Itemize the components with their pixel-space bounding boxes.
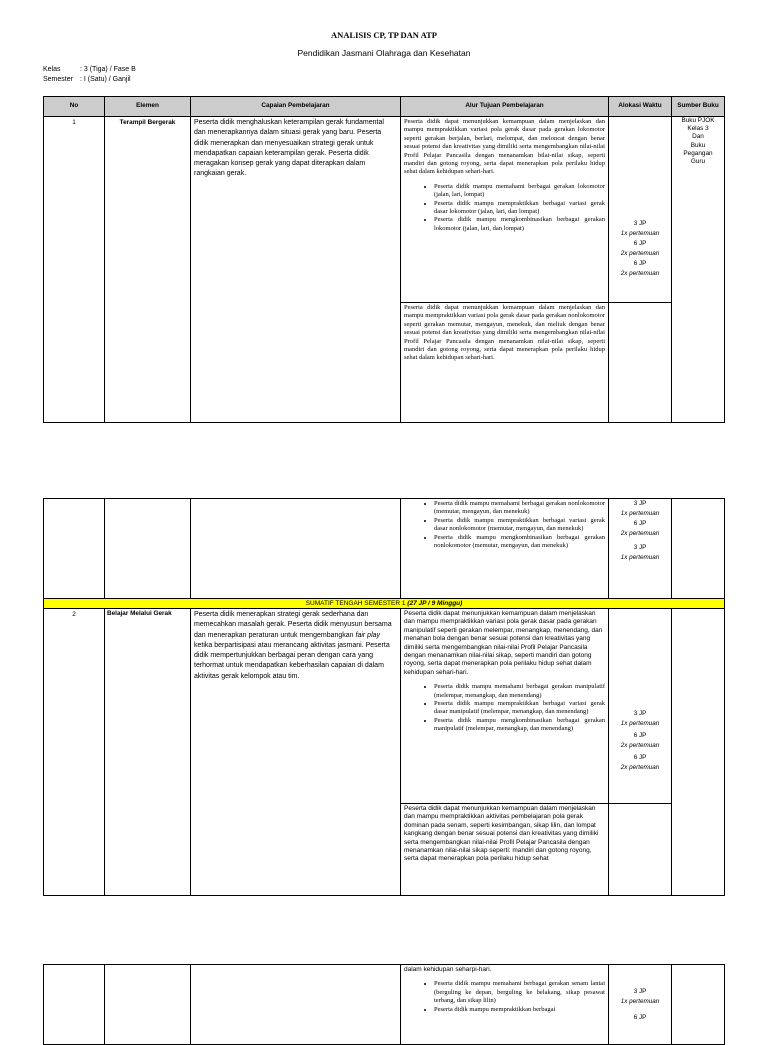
capaian-text: Peserta didik menerapkan strategi gerak sederhana dan memecahkan masalah gerak. Peserta didik menyusun bersama dan menerapkan peraturan untuk mengembangkan xyxy=(194,611,392,639)
row-alur-tujuan xyxy=(401,499,609,599)
row-alur-tujuan xyxy=(401,965,609,1045)
analysis-table-2 xyxy=(43,498,725,896)
row-alur-tujuan: Peserta didik dapat menunjukkan kemampuan dalam menjelaskan dan mampu mempraktikkan variasi pola gerak dasar pada gerakan nonlokomotor seperti gerakan memutar, mengayun, menekuk, dan meliuk dengan benar sesuai potensi dan kreativitas yang dimiliki serta mengembangkan nilai-nilai Profil Pelajar Pancasila dengan menanamkan nilai-nilai sikap, seperti mandiri dan gotong royong, serta dapat menerapkan pola perilaku hidup sehat dalam kehidupan sehari-hari. xyxy=(401,303,609,423)
sumatif-detail: (27 JP / 9 Minggu) xyxy=(407,600,463,607)
sumber-line: Kelas 3 xyxy=(687,125,709,133)
list-item: • Peserta didik mampu mempraktikkan berbagai xyxy=(434,1006,605,1014)
row-elemen: Belajar Melalui Gerak xyxy=(105,609,191,896)
header-alokasi: Alokasi Waktu xyxy=(609,97,672,117)
table-row xyxy=(44,609,725,804)
list-item: • Peserta didik mampu memahami berbagai gerakan lokomotor (jalan, lari, lompat) xyxy=(434,183,605,200)
capaian-italic: fair play xyxy=(355,631,381,639)
sumber-line: Buku xyxy=(690,141,706,149)
list-item: • Peserta didik mampu mempraktikkan berbagai variasi gerak dasar lokomotor (jalan, lari, dan lompat) xyxy=(434,200,605,217)
header-no: No xyxy=(44,97,105,117)
row-alur-tujuan xyxy=(401,609,609,804)
sumatif-row xyxy=(44,599,725,609)
alokasi-jp: 6 JP xyxy=(633,1014,647,1021)
row-alokasi xyxy=(609,303,672,423)
table-row xyxy=(44,117,725,303)
atp-list xyxy=(404,683,605,733)
alokasi-jp: 3 JP xyxy=(633,500,647,507)
alokasi-pertemuan: 1x pertemuan xyxy=(620,230,660,237)
row-number: 1 xyxy=(44,117,105,423)
atp-description: Peserta didik dapat menunjukkan kemampuan dalam menjelaskan dan mampu mempraktikkan variasi pola gerak dasar pada gerakan manipulatif seperti gerakan melempar, menangkap, menendang, dan menahan bola dengan benar sesuai potensi dan kreativitas yang dimiliki serta mengembangkan nilai-nilai Profil Pelajar Pancasila dengan menanamkan nilai-nilai sikap, seperti mandiri dan gotong royong, serta dapat menerapkan pola perilaku hidup sehat dalam kehidupan sehari-hari. xyxy=(404,610,603,676)
row-number: 2 xyxy=(44,609,105,896)
alokasi-pertemuan: 1x pertemuan xyxy=(620,720,660,727)
header-sumber: Sumber Buku xyxy=(672,97,725,117)
row-capaian xyxy=(191,609,401,896)
atp-description: Peserta didik dapat menunjukkan kemampuan dalam menjelaskan dan mampu mempraktikkan variasi pola gerak dasar pada gerakan lokomotor seperti gerakan berjalan, berlari, melompat, dan meloncat dengan benar sesuai potensi dan kreativitas yang dimiliki serta mengembangkan nilai-nilai Profil Pelajar Pancasila dengan menanamkan bilai-nilai sikap, seperti mandiri dan gotong royong, serta dapat menerapkan pola perilaku hidup sehat dalam kehidupan sehari-hari. xyxy=(404,118,605,176)
list-item: • Peserta didik mampu mempraktikkan berbagai variasi gerak dasar nonlokomotor (memutar, mengayun, dan menekuk) xyxy=(434,517,605,534)
header-capaian: Capaian Pembelajaran xyxy=(191,97,401,117)
alokasi-jp: 3 JP xyxy=(633,544,647,551)
alokasi-pertemuan: 2x pertemuan xyxy=(620,250,660,257)
analysis-table-1 xyxy=(43,96,725,423)
alokasi-jp: 6 JP xyxy=(633,732,647,739)
table-row xyxy=(44,499,725,599)
row-elemen: Terampil Bergerak xyxy=(105,117,191,423)
row-capaian xyxy=(191,499,401,599)
row-sumber xyxy=(672,965,725,1045)
alokasi-jp: 3 JP xyxy=(633,988,647,995)
alokasi-jp: 3 JP xyxy=(633,710,647,717)
row-alokasi xyxy=(609,499,672,599)
row-capaian: Peserta didik menghaluskan keterampilan gerak fundamental dan menerapkannya dalam situasi gerak yang baru. Peserta didik menerapkan dan menyesuaikan strategi gerak untuk mendapatkan capaian keterampilan gerak. Peserta didik meragakan konsep gerak yang dapat diterapkan dalam rangkaian gerak. xyxy=(191,117,401,423)
alokasi-pertemuan: 2x pertemuan xyxy=(620,270,660,277)
alokasi-pertemuan: 1x pertemuan xyxy=(620,998,660,1005)
row-sumber xyxy=(672,117,725,423)
row-alokasi xyxy=(609,965,672,1045)
alokasi-jp: 6 JP xyxy=(633,260,647,267)
meta-kelas-label: Kelas xyxy=(43,66,61,73)
row-alokasi xyxy=(609,804,672,896)
row-capaian xyxy=(191,965,401,1045)
alokasi-jp: 3 JP xyxy=(633,220,647,227)
list-item: • Peserta didik mampu mengkombinasikan berbagai gerakan lokomotor (jalan, lari, dan lompat) xyxy=(434,216,605,233)
atp-description: dalam kehidupan seharpi-hari. xyxy=(404,966,492,973)
analysis-table-3 xyxy=(43,964,725,1045)
sumber-line: Pegangan xyxy=(683,149,713,157)
list-item: • Peserta didik mampu memahami berbagai gerakan manipulatif (melempar, menangkap, dan menendang) xyxy=(434,683,605,700)
alokasi-pertemuan: 1x pertemuan xyxy=(620,510,660,517)
alokasi-pertemuan: 1x pertemuan xyxy=(620,554,660,561)
capaian-text: ketika berpartisipasi atau merancang aktivitas jasmani. Peserta didik mempertunjukkan berbagai peran dengan cara yang terhormat untuk mendapatkan keberhasilan capaian di dalam aktivitas gerak kelompok atau tim. xyxy=(194,641,390,680)
row-elemen xyxy=(105,965,191,1045)
meta-semester-label: Semester xyxy=(43,76,73,83)
atp-list xyxy=(404,500,605,550)
sumatif-label xyxy=(44,599,725,609)
atp-list xyxy=(404,183,605,233)
alokasi-pertemuan: 2x pertemuan xyxy=(620,530,660,537)
table-header-row xyxy=(44,97,725,117)
row-alur-tujuan xyxy=(401,117,609,303)
alokasi-jp: 6 JP xyxy=(633,240,647,247)
alokasi-jp: 6 JP xyxy=(633,754,647,761)
sumber-line: Buku PJOK xyxy=(681,117,715,124)
row-sumber xyxy=(672,609,725,896)
row-number xyxy=(44,965,105,1045)
alokasi-pertemuan: 2x pertemuan xyxy=(620,764,660,771)
meta-semester-value: : I (Satu) / Ganjil xyxy=(80,76,131,83)
header-alur: Alur Tujuan Pembelajaran xyxy=(401,97,609,117)
sumber-line: Guru xyxy=(690,158,706,166)
sumatif-title: SUMATIF TENGAH SEMESTER 1 xyxy=(305,600,406,607)
row-alokasi xyxy=(609,609,672,804)
row-elemen xyxy=(105,499,191,599)
meta-kelas-value: : 3 (Tiga) / Fase B xyxy=(80,66,136,73)
document-title: ANALISIS CP, TP DAN ATP xyxy=(331,30,437,40)
header-elemen: Elemen xyxy=(105,97,191,117)
alokasi-jp: 6 JP xyxy=(633,520,647,527)
list-item: • Peserta didik mampu mempraktikkan berbagai variasi gerak dasar manipulatif (melempar, menangkap, dan menendang) xyxy=(434,700,605,717)
row-alur-tujuan: Peserta didik dapat menunjukkan kemampuan dalam menjelaskan dan mampu mempraktikkan aktivitas pembelajaran pola gerak dominan pada senam, seperti kesimbangan, sikap lilin, dan lompat kangkang dengan benar sesuai potensi dan kreativitas yang dimiliki serta mengembangkan nilai-nilai Profil Pelajar Pancasila dengan menanamkan nilai-nilai sikap seperti: mandiri dan gotong royong, serta dapat menerapkan pola perilaku hidup sehat xyxy=(401,804,609,896)
list-item: • Peserta didik mampu mengkombinasikan berbagai gerakan manipulatif (melempar, menangkap, dan menendang) xyxy=(434,717,605,734)
atp-list xyxy=(404,980,605,1014)
alokasi-pertemuan: 2x pertemuan xyxy=(620,742,660,749)
list-item: • Peserta didik mampu mengkombinasikan berbagai gerakan nonlokomotor (memutar, mengayun, dan menekuk) xyxy=(434,534,605,551)
list-item: • Peserta didik mampu memahami berbagai gerakan nonlokomotor (memutar, mengayun, dan menekuk) xyxy=(434,500,605,517)
table-row xyxy=(44,965,725,1045)
sumber-line: Dan xyxy=(692,133,704,141)
row-number xyxy=(44,499,105,599)
list-item: • Peserta didik mampu memahami berbagai gerakan senam lantai (berguling ke depan, berguling ke belakang, sikap pesawat terbang, dan sikap lilin) xyxy=(434,980,605,1005)
row-alokasi xyxy=(609,117,672,303)
document-subtitle: Pendidikan Jasmani Olahraga dan Kesehatan xyxy=(297,48,471,58)
row-sumber xyxy=(672,499,725,599)
